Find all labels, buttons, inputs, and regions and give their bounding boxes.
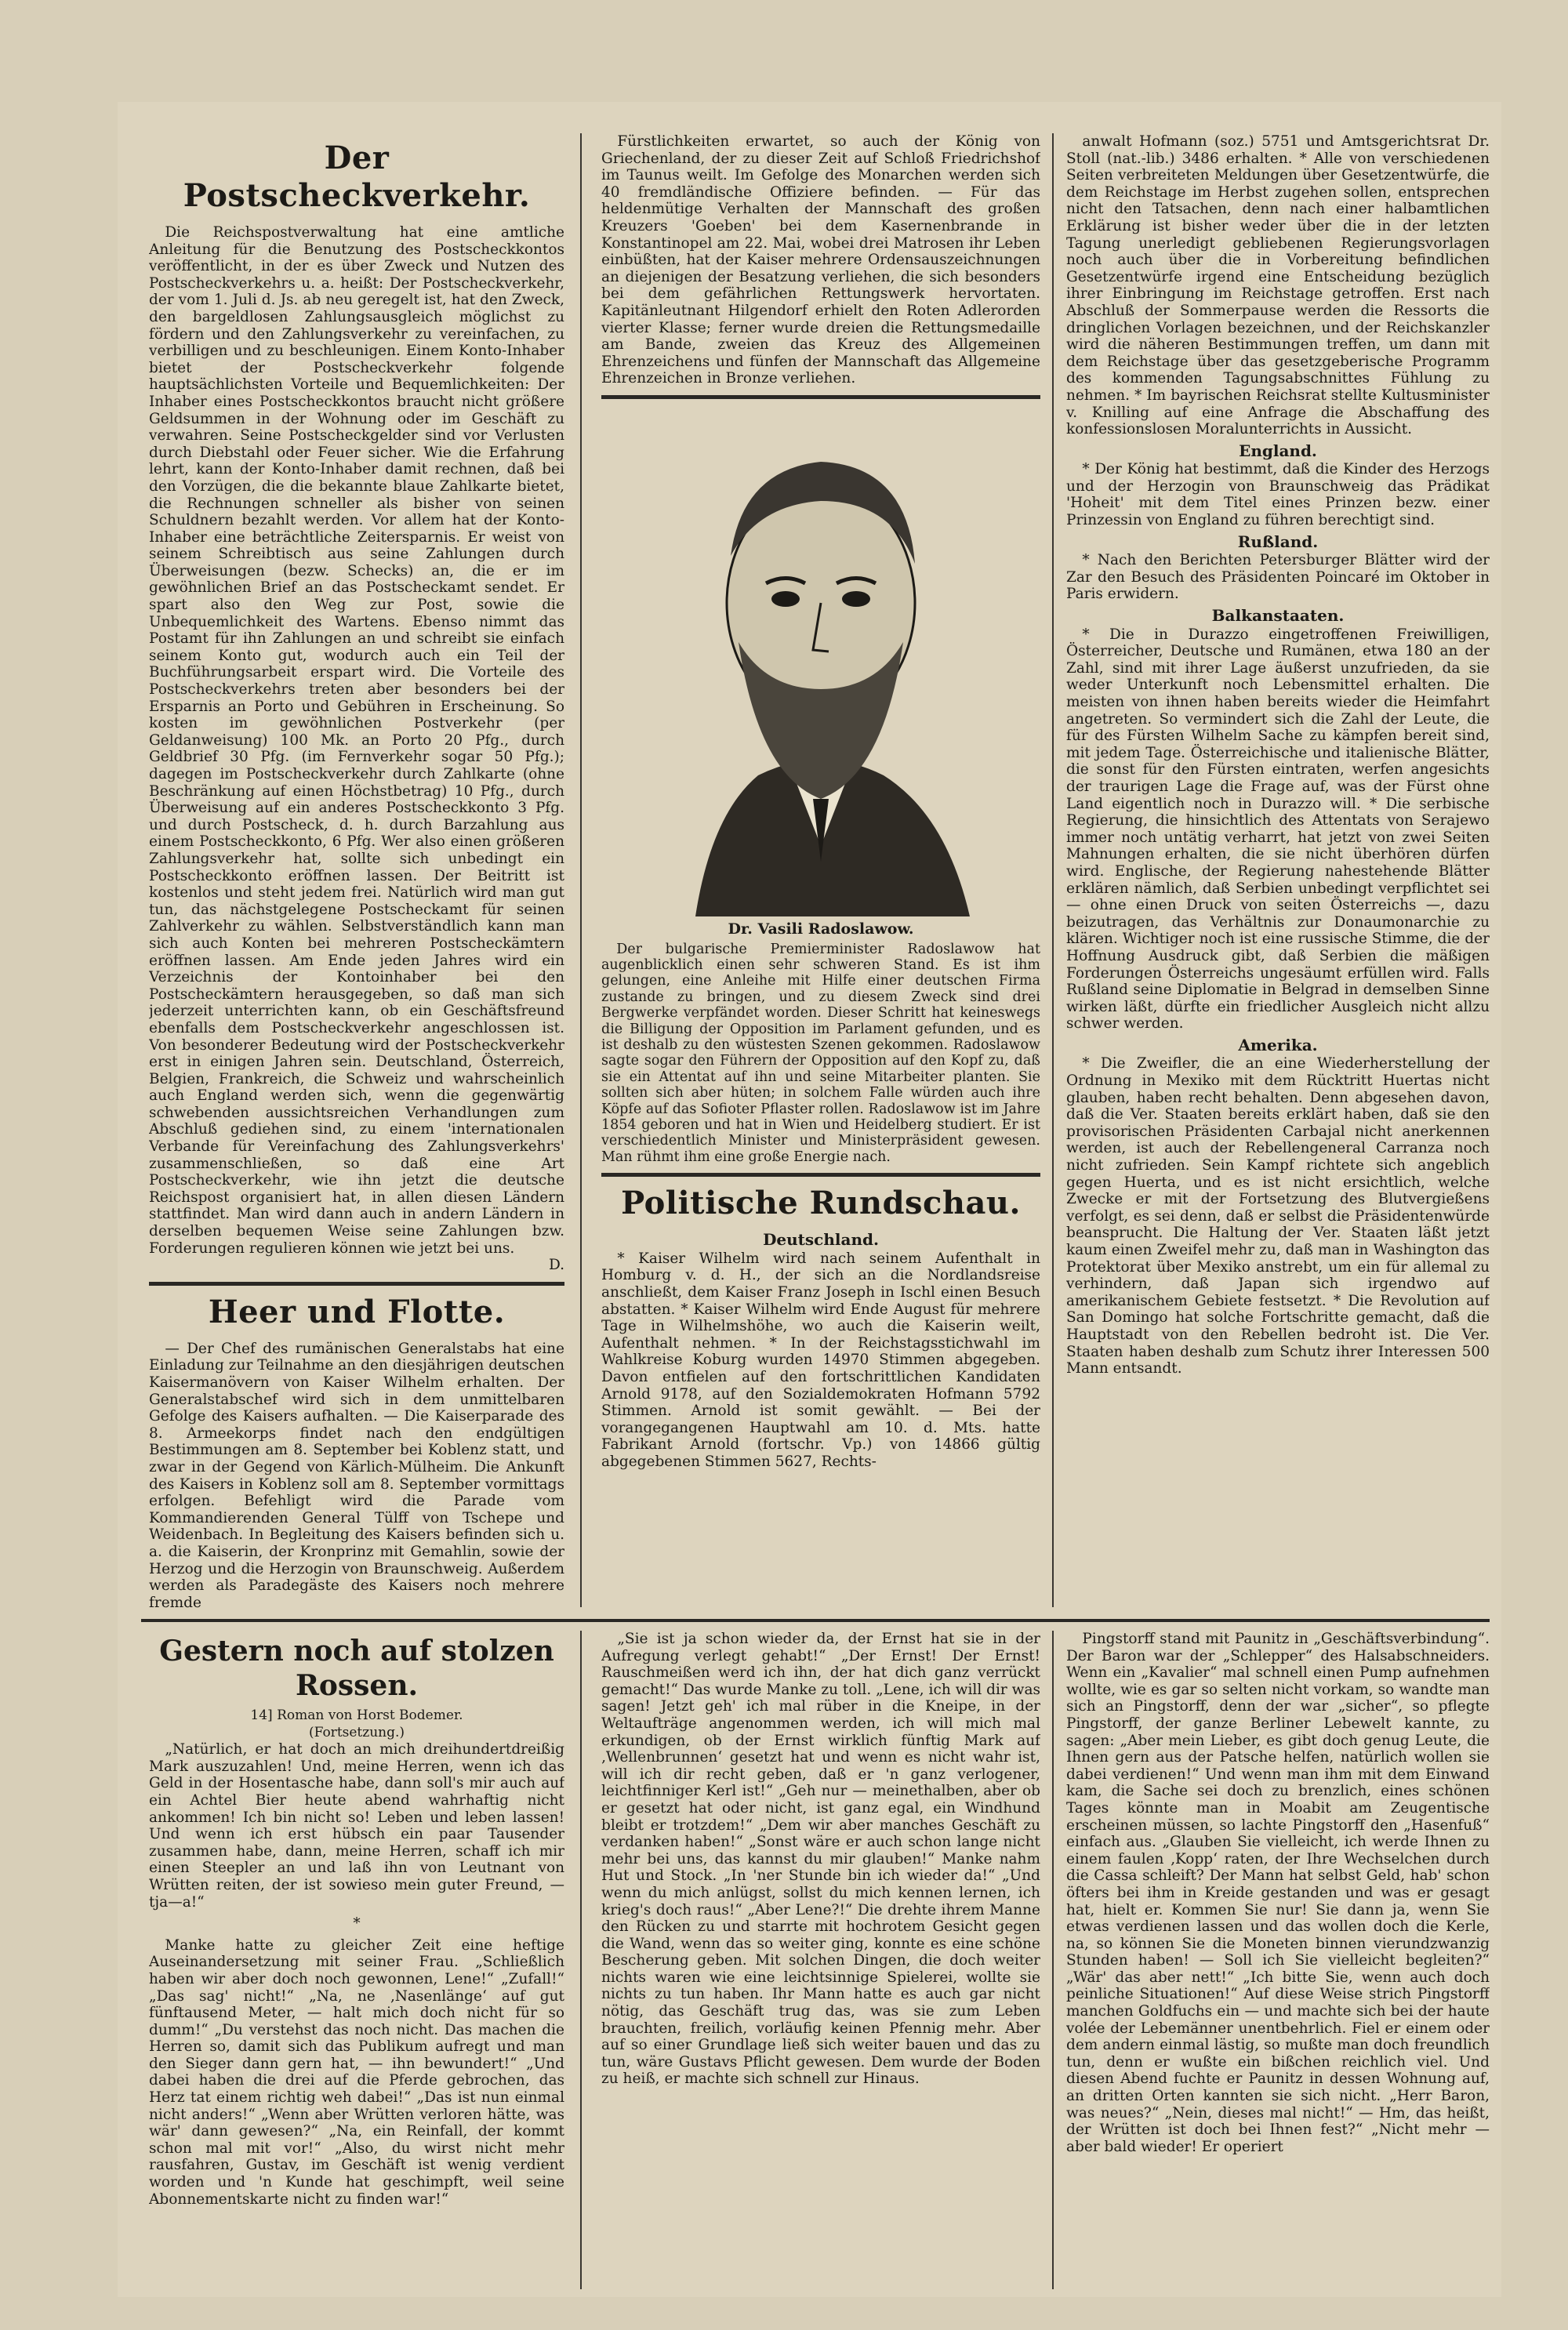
column-3 xyxy=(1066,133,1490,1615)
column-rule xyxy=(580,133,582,1607)
serial-text: „Natürlich, er hat doch an mich dreihundertdreißig Mark auszuzahlen! Und, meine Herren, wenn ich das Geld in der Hosentasche habe, dann soll's mir auch auf ein Achtel Bier heute abend wahrhaftig nicht ankommen! Ich bin nicht so! Leben und leben lassen! Und wenn ich erst hübsch ein paar Tausender zusammen habe, dann, meine Herren, schaff ich mir einen Steepler an und laß ihn von Leutnant von Wrütten reiten, der ist sowieso mein guter Freund, — tja—a!“ xyxy=(149,1741,564,1911)
section-subtitle: Balkanstaaten. xyxy=(1211,606,1345,626)
serial-column-3 xyxy=(1066,1631,1490,2289)
column-2 xyxy=(601,133,1040,1615)
serial-column-1 xyxy=(149,1631,564,2289)
article-title: Der Postscheckverkehr. xyxy=(183,140,531,214)
serial-text: Manke hatte zu gleicher Zeit eine heftige Auseinandersetzung mit seiner Frau. „Schließlich haben wir aber doch noch gewonnen, Lene!“ „Zufall!“ „Das sag' nicht!“ „Na, ne ‚Nasenlänge‘ auf gut fünftausend Meter, — halt mich doch nicht für so dumm!“ „Du verstehst das noch nicht. Das machen die Herren so, damit sich das Publikum aufregt und man den Sieger dann gern hat, — ihn bewundert!“ „Und dabei haben die drei auf die Pferde gebrochen, das Herz tat einem richtig weh dabei!“ „Das ist nun einmal nicht anders!“ „Wenn aber Wrütten verloren hätte, was wär' dann gewesen?“ „Na, ein Reinfall, der kommt schon mal mit vor!“ „Also, du wirst nicht mehr rausfahren, Gustav, im Geschäft ist wenig verdient worden und 'n Kunde hat geschimpft, weil seine Abonnementskarte nicht zu finden war!“ xyxy=(149,1936,564,2208)
section-divider: * xyxy=(353,1915,361,1933)
serial-title: Gestern noch auf stolzen Rossen. xyxy=(159,1635,554,1702)
section-subtitle: Amerika. xyxy=(1238,1035,1318,1054)
separator xyxy=(149,1282,564,1286)
column-1 xyxy=(149,133,564,1615)
article-body: * Die Zweifler, die an eine Wiederherstellung der Ordnung in Mexiko mit dem Rücktritt Huertas nicht glauben, haben recht behalten. Denn abgesehen davon, daß die Ver. Staaten bereits erklärt haben, daß sie den provisorischen Präsidenten Carbajal nicht anerkennen werden, ist auch der Rebellengeneral Carranza noch nicht zufrieden. Sein Kampf richtete sich angeblich gegen Huerta, und es ist nicht ersichtlich, welche Zwecke er mit der Fortsetzung des Blutvergießens verfolgt, es sei denn, daß er selbst die Präsidentenwürde beansprucht. Die Haltung der Ver. Staaten läßt jetzt kaum einen Zweifel mehr zu, daß man in Washington das Protektorat über Mexiko anstrebt, um ein für allemal zu verhindern, daß Japan sich irgendwo auf amerikanischem Gebiete festsetzt. * Die Revolution auf San Domingo hat solche Fortschritte gemacht, daß die Hauptstadt von den Rebellen bedroht ist. Die Ver. Staaten haben deshalb zum Schutz ihrer Interessen 500 Mann entsandt. xyxy=(1066,1055,1490,1377)
article-body: * Die in Durazzo eingetroffenen Freiwilligen, Österreicher, Deutsche und Rumänen, etwa 180 an der Zahl, sind mit ihrer Lage äußerst unzufrieden, da sie weder Unterkunft noch Lebensmittel erhalten. Die meisten von ihnen haben bereits wieder die Heimfahrt angetreten. So vermindert sich die Zahl der Leute, die für des Fürsten Wilhelm Sache zu kämpfen bereit sind, mit jedem Tage. Österreichische und italienische Blätter, die sonst für den Fürsten eintraten, werfen angesichts der traurigen Lage die Frage auf, was der Fürst ohne Land eigentlich noch in Durazzo will. * Die serbische Regierung, die hinsichtlich des Attentats von Serajewo immer noch untätig verharrt, hat jetzt von zwei Seiten Mahnungen erhalten, die sie nicht überhören dürfen wird. Englische, der Regierung nahestehende Blätter erklären nämlich, daß Serbien unbedingt verpflichtet sei — ohne einen Druck von seiten Österreichs —, dazu beizutragen, das Verhältnis zur Donaumonarchie zu klären. Wichtiger noch ist eine russische Stimme, die der Hoffnung Ausdruck gibt, daß Serbien die mäßigen Forderungen Österreichs ungesäumt erfüllen wird. Falls Rußland seine Diplomatie in Belgrad in demselben Sinne wirken läßt, dürfte ein friedlicher Ausgleich nicht allzu schwer werden. xyxy=(1066,626,1490,1033)
newspaper-page xyxy=(118,102,1501,2297)
serial-text: Pingstorff stand mit Paunitz in „Geschäftsverbindung“. Der Baron war der „Schlepper“ des Halsabschneiders. Wenn ein „Kavalier“ mal schnell einen Pump aufnehmen wollte, wie es gar so selten nicht vorkam, so wandte man sich an Pingstorff, denn der war „sicher“, so pflegte Pingstorff, der ganze Berliner Lebewelt kannte, zu sagen: „Aber mein Lieber, es gibt doch genug Leute, die Ihnen gern aus der Patsche helfen, natürlich wollen sie dabei verdienen!“ Und wenn man ihm mit dem Einwand kam, die Sache sei doch zu brenzlich, eines schönen Tages könnte man in Moabit am Zeugentische erscheinen müssen, so lachte Pingstorff den „Hasenfuß“ einfach aus. „Glauben Sie vielleicht, ich werde Ihnen zu einem faulen ‚Kopp‘ raten, der Ihre Wechselchen durch die Cassa schleift? Der Mann hat selbst Geld, hab' schon öfters bei ihm in Kreide gestanden und was er gesagt hat, hielt er. Kommen Sie nur! Sie dann ja, wenn Sie etwas verdienen lassen und das wollen doch die Kerle, na, so können Sie die Moneten binnen vierundzwanzig Stunden haben! — Soll ich Sie vielleicht begleiten?“ „Wär' das aber nett!“ „Ich bitte Sie, wenn auch doch peinliche Situationen!“ Auf diese Weise strich Pingstorff manchen Goldfuchs ein — und machte sich bei der haute volée der Lebemänner unentbehrlich. Fiel er einem oder dem andern einmal lästig, so mußte man doch freundlich tun, denn er wußte ein bißchen reichlich viel. Und diesen Abend fuchte er Paunitz in dessen Wohnung auf, an dritten Orten kannten sie sich nicht. „Herr Baron, was neues?“ „Nein, dieses mal nicht!“ — Hm, das heißt, der Wrütten ist doch bei Ihnen fest?“ „Nicht mehr — aber bald wieder! Er operiert xyxy=(1066,1631,1490,2155)
separator xyxy=(601,1173,1040,1177)
serial-separator xyxy=(141,1619,1490,1622)
serial-text: „Sie ist ja schon wieder da, der Ernst hat sie in der Aufregung verlegt gehabt!“ „Der Ernst! Der Ernst! Rauschmeißen werd ich ihn, der hat dich ganz verrückt gemacht!“ Das wurde Manke zu toll. „Lene, ich will dir was sagen! Jetzt geh' ich mal rüber in die Kneipe, in der Weltaufträge angenommen werden, ich will mich mal erkundigen, ob der Ernst wirklich fünftig Mark auf ‚Wellenbrunnen‘ gesetzt hat und wenn es nicht wahr ist, will ich dir recht geben, daß er 'n ganz verlogener, leichtfinniger Kerl ist!“ „Geh nur — meinethalben, aber ob er gesetzt hat oder nicht, ist ganz egal, ein Windhund bleibt er trotzdem!“ „Dem wir aber manches Geschäft zu verdanken haben!“ „Sonst wäre er auch schon lange nicht mehr bei uns, das kannst du mir glauben!“ Manke nahm Hut und Stock. „In 'ner Stunde bin ich wieder da!“ „Und wenn du mich anlügst, sollst du mich kennen lernen, ich krieg's doch raus!“ „Aber Lene?!“ Die drehte ihrem Manne den Rücken zu und starrte mit hochrotem Gesicht gegen die Wand, wenn das so weiter ging, konnte es eine schöne Bescherung geben. Mit solchen Dingen, die doch weiter nichts waren wie eine leichtsinnige Spielerei, wollte sie nichts zu tun haben. Ihr Mann hatte es auch gar nicht nötig, das Geschäft trug das, was sie zum Leben brauchten, freilich, vorläufig keinen Pfennig mehr. Aber auf so einer Grundlage ließ sich weiter bauen und das zu tun, wäre Gustavs Pflicht gewesen. Dem wurde der Boden zu heiß, er machte sich schnell zur Hinaus. xyxy=(601,1631,1040,2088)
column-rule xyxy=(580,1631,582,2289)
section-subtitle: Rußland. xyxy=(1237,532,1319,551)
article-body: * Nach den Berichten Petersburger Blätter wird der Zar den Besuch des Präsidenten Poincaré im Oktober in Paris erwidern. xyxy=(1066,552,1490,603)
section-title: Politische Rundschau. xyxy=(621,1185,1021,1222)
serial-byline xyxy=(149,1708,564,1725)
column-rule xyxy=(1052,1631,1054,2289)
article-body: Die Reichspostverwaltung hat eine amtliche Anleitung für die Benutzung des Postscheckkontos veröffentlicht, in der es über Zweck und Nutzen des Postscheckverkehrs u. a. heißt: Der Postscheckverkehr, der vom 1. Juli d. Js. ab neu geregelt ist, hat den Zweck, den bargeldlosen Zahlungsausgleich möglichst zu fördern und den Zahlungsverkehr zu vereinfachen, zu verbilligen und zu beschleunigen. Einem Konto-Inhaber bietet der Postscheckverkehr folgende hauptsächlichsten Vorteile und Bequemlichkeiten: Der Inhaber eines Postscheckkontos braucht nicht größere Geldsummen in der Wohnung oder im Geschäft zu verwahren. Seine Postscheckgelder sind vor Verlusten durch Diebstahl oder Feuer sicher. Wie die Erfahrung lehrt, kann der Konto-Inhaber damit rechnen, daß bei den Vorzügen, die die bekannte blaue Zahlkarte bietet, die Rechnungen schneller als bisher von seinen Schuldnern bezahlt werden. Vor allem hat der Konto-Inhaber eine beträchtliche Zeitersparnis. Er weist von seinem Schreibtisch aus seine Zahlungen durch Überweisungen (bezw. Schecks) an, die er im gewöhnlichen Brief an das Postscheckamt sendet. Er spart also den Weg zur Post, sowie die Unbequemlichkeit des Wartens. Ebenso nimmt das Postamt für ihn Zahlungen an und schreibt sie einfach seinem Konto gut, wodurch auch ein Teil der Buchführungsarbeit erspart wird. Die Vorteile des Postscheckverkehrs treten aber besonders bei der Ersparnis an Porto und Gebühren in Erscheinung. So kosten im gewöhnlichen Postverkehr (per Geldanweisung) 100 Mk. an Porto 20 Pfg., durch Geldbrief 30 Pfg. (im Fernverkehr sogar 50 Pfg.); dagegen im Postscheckverkehr durch Zahlkarte (ohne Beschränkung auf einen Höchstbetrag) 10 Pfg., durch Überweisung auf ein anderes Postscheckkonto 3 Pfg. und durch Postscheck, d. h. durch Barzahlung aus einem Postscheckkonto, 6 Pfg. Wer also einen größeren Zahlungsverkehr hat, sollte sich unbedingt ein Postscheckkonto eröffnen lassen. Der Beitritt ist kostenlos und steht jedem frei. Natürlich wird man gut tun, das nächstgelegene Postscheckamt für seinen Zahlverkehr zu wählen. Selbstverständlich kann man sich auch Konten bei mehreren Postscheckämtern eröffnen lassen. Am Ende jeden Jahres wird ein Verzeichnis der Kontoinhaber bei den Postscheckämtern herausgegeben, so daß man sich jederzeit unterrichten kann, ob ein Geschäftsfreund ebenfalls dem Postscheckverkehr angeschlossen ist. Von besonderer Bedeutung wird der Postscheckverkehr erst in einigen Jahren sein. Deutschland, Österreich, Belgien, Frankreich, die Schweiz und wahrscheinlich auch England werden sich, wenn die gegenwärtig schwebenden aussichtsreichen Verhandlungen zum Abschluß gediehen sind, zu einem 'internationalen Verbande für Vereinfachung des Zahlungsverkehrs' zusammenschließen, so daß eine Art Postscheckverkehr, wie ihn jetzt die deutsche Reichspost organisiert hat, in allen diesen Ländern stattfindet. Man wird dann auch in andern Ländern in derselben bequemen Weise seine Zahlungen bzw. Forderungen regulieren können wie jetzt bei uns. xyxy=(149,224,564,1257)
section-subtitle: England. xyxy=(1239,441,1317,460)
serial-continued: (Fortsetzung.) xyxy=(308,1724,405,1740)
serial-number: 14] xyxy=(250,1708,273,1723)
caption-title: Dr. Vasili Radoslawow. xyxy=(728,920,914,938)
separator xyxy=(601,395,1040,399)
article-body: * Der König hat bestimmt, daß die Kinder des Herzogs und der Herzogin von Braunschweig das Prädikat 'Hoheit' mit dem Titel eines Prinzen bezw. einer Prinzessin von England zu führen berechtigt sind. xyxy=(1066,461,1490,529)
section-subtitle: Deutschland. xyxy=(763,1230,879,1250)
article-body: * Kaiser Wilhelm wird nach seinem Aufenthalt in Homburg v. d. H., der sich an die Nordlandsreise anschließt, dem Kaiser Franz Joseph in Ischl einen Besuch abstatten. * Kaiser Wilhelm wird Ende August für mehrere Tage in Wilhelmshöhe, wo auch die Kaiserin weilt, Aufenthalt nehmen. * In der Reichstagsstichwahl im Wahlkreise Koburg wurden 14970 Stimmen abgegeben. Davon entfielen auf den fortschrittlichen Kandidaten Arnold 9178, auf den Sozialdemokraten Hofmann 5792 Stimmen. Arnold ist somit gewählt. — Bei der vorangegangenen Hauptwahl am 10. d. Mts. hatte Fabrikant Arnold (fortschr. Vp.) von 14866 gültig abgegebenen Stimmen 5627, Rechts- xyxy=(601,1250,1040,1470)
article-title: Heer und Flotte. xyxy=(208,1293,506,1330)
caption-text: Der bulgarische Premierminister Radoslawow hat augenblicklich einen sehr schweren Stand. Es ist ihm gelungen, eine Anleihe mit Hilfe einer deutschen Firma zustande zu bringen, und zu diesem Zweck sind drei Bergwerke verpfändet worden. Dieser Schritt hat keineswegs die Billigung der Opposition im Parlament gefunden, und es ist deshalb zu den wüstesten Szenen gekommen. Radoslawow sagte sogar den Führern der Opposition auf den Kopf zu, daß sie ein Attentat auf ihn und seine Mitarbeiter planten. Sie sollten sich aber hüten; in solchem Falle würden auch ihre Köpfe auf das Sofioter Pflaster rollen. Radoslawow ist im Jahre 1854 geboren und hat in Wien und Heidelberg studiert. Er ist verschiedentlich Minister und Ministerpräsident gewesen. Man rühmt ihm eine große Energie nach. xyxy=(601,941,1040,1165)
column-rule xyxy=(1052,133,1054,1607)
serial-column-2 xyxy=(601,1631,1040,2289)
article-signature: D. xyxy=(548,1257,564,1274)
article-body: — Der Chef des rumänischen Generalstabs hat eine Einladung zur Teilnahme an den diesjährigen deutschen Kaisermanövern von Kaiser Wilhelm erhalten. Der Generalstabschef wird sich in dem unmittelbaren Gefolge des Kaisers aufhalten. — Die Kaiserparade des 8. Armeekorps findet nach den endgültigen Bestimmungen am 8. September bei Koblenz statt, und zwar in der Gegend von Kärlich-Mülheim. Die Ankunft des Kaisers in Koblenz soll am 8. September vormittags erfolgen. Befehligt wird die Parade vom Kommandierenden General Tülff von Tschepe und Weidenbach. In Begleitung des Kaisers befinden sich u. a. die Kaiserin, der Kronprinz mit Gemahlin, sowie der Herzog und die Herzogin von Braunschweig. Außerdem werden als Paradegäste des Kaisers noch mehrere fremde xyxy=(149,1340,564,1611)
portrait-illustration xyxy=(601,407,1040,916)
article-body: anwalt Hofmann (soz.) 5751 und Amtsgerichtsrat Dr. Stoll (nat.-lib.) 3486 erhalten. * Alle von verschiedenen Seiten verbreiteten Meldungen über Gesetzentwürfe, die dem Reichstage im Herbst zugehen sollen, entsprechen nicht den Tatsachen, denn nach einer halbamtlichen Erklärung ist bisher weder über die in der letzten Tagung unerledigt gebliebenen Regierungsvorlagen noch auch über die in Vorbereitung befindlichen Gesetzentwürfe irgend eine Entscheidung bezüglich ihrer Einbringung im Reichstage getroffen. Erst nach Abschluß der Sommerpause werden die Ressorts die dringlichen Vorlagen bezeichnen, und der Reichskanzler wird die näheren Bestimmungen treffen, um dann mit dem Reichstage über das gesetzgeberische Programm des kommenden Tagungsabschnittes Fühlung zu nehmen. * Im bayrischen Reichsrat stellte Kultusminister v. Knilling auf eine Anfrage die Abschaffung des konfessionslosen Moralunterrichts in Aussicht. xyxy=(1066,133,1490,438)
article-body: Fürstlichkeiten erwartet, so auch der König von Griechenland, der zu dieser Zeit auf Schloß Friedrichshof im Taunus weilt. Im Gefolge des Monarchen werden sich 40 fremdländische Offiziere befinden. — Für das heldenmütige Verhalten der Mannschaft des großen Kreuzers 'Goeben' bei dem Kasernenbrande in Konstantinopel am 22. Mai, wobei drei Matrosen ihr Leben einbüßten, hat der Kaiser mehrere Ordensauszeichnungen an diejenigen der Besatzung verliehen, die sich besonders bei dem gefährlichen Rettungswerk hervortaten. Kapitänleutnant Hilgendorf erhielt den Roten Adlerorden vierter Klasse; ferner wurde dreien die Rettungsmedaille am Bande, zweien das Kreuz des Allgemeinen Ehrenzeichens und fünfen der Mannschaft das Allgemeine Ehrenzeichen in Bronze verliehen. xyxy=(601,133,1040,387)
serial-author: Roman von Horst Bodemer. xyxy=(277,1708,463,1723)
